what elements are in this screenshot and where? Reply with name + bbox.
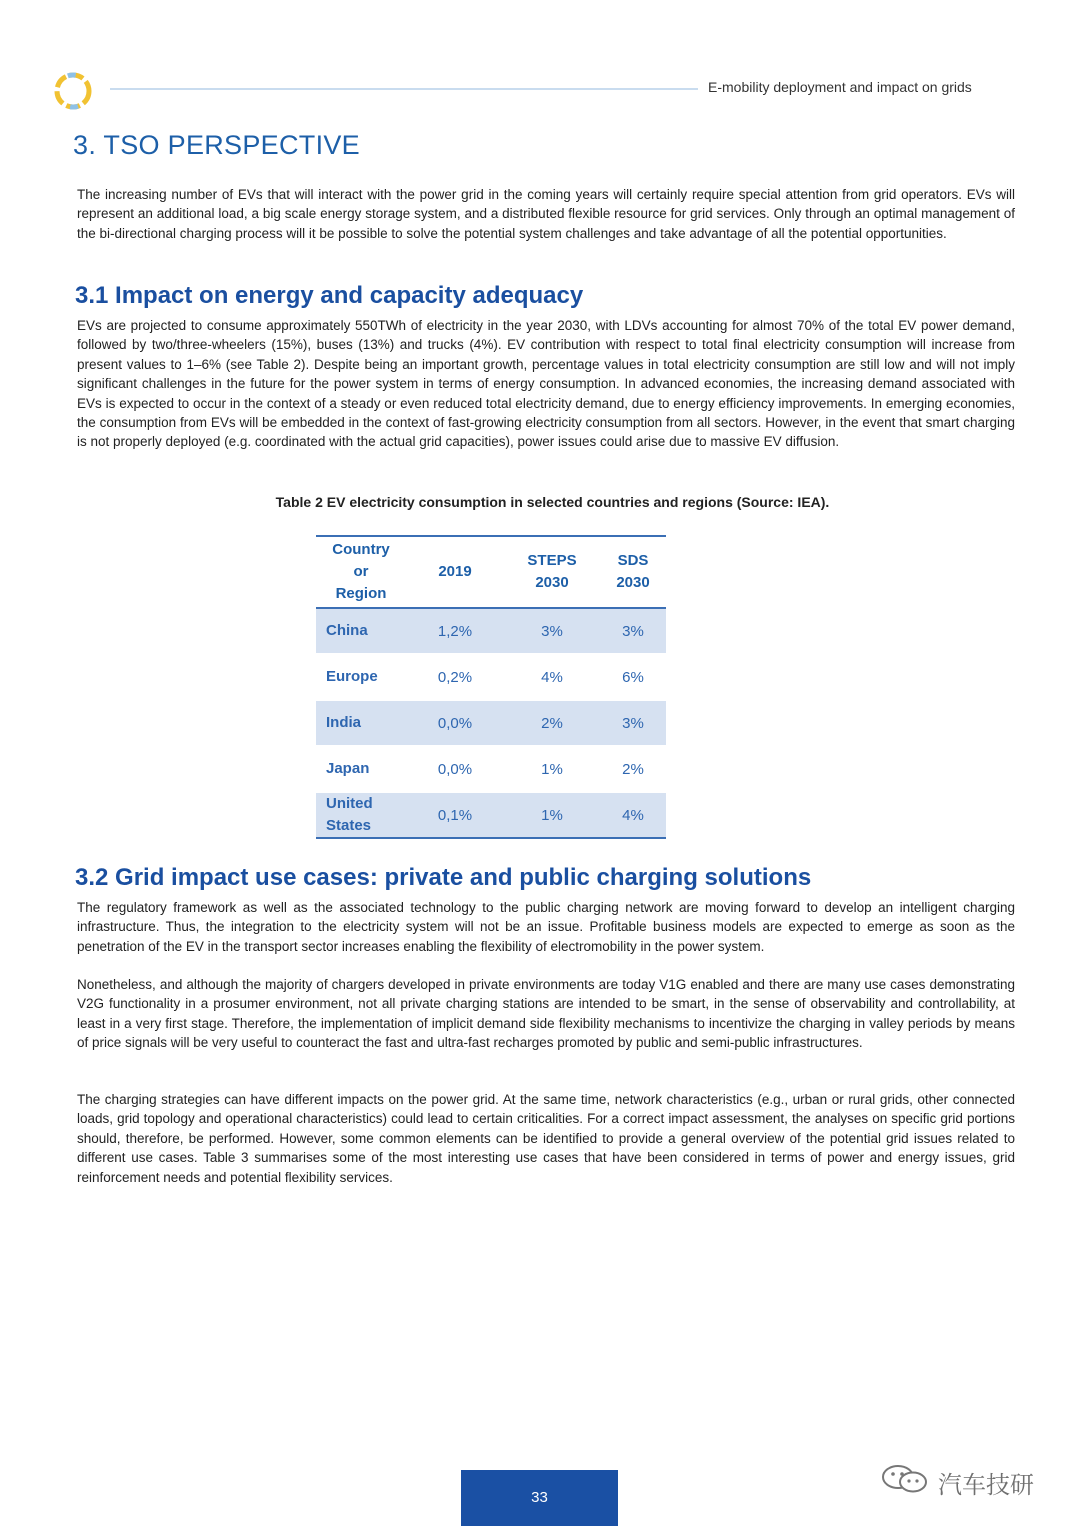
table-row bbox=[316, 700, 666, 746]
value-2019-cell: 0,2% bbox=[406, 654, 504, 700]
page-number: 33 bbox=[531, 1489, 548, 1506]
value-steps-cell: 4% bbox=[504, 654, 600, 700]
country-cell: United States bbox=[316, 792, 406, 838]
value-sds-cell: 4% bbox=[600, 792, 666, 838]
intro-paragraph: The increasing number of EVs that will interact with the power grid in the coming years will certainly require special attention from grid operators. EVs will represent an additional load, a big scale energy storage system, and a distributed flexible resource for grid services. Only through an optimal management of the bi-directional charging process will it be possible to solve the potential system challenges and take advantage of all the potential opportunities. bbox=[77, 187, 1015, 241]
value-2019-cell: 0,0% bbox=[406, 700, 504, 746]
subsection-3-2-title: 3.2 Grid impact use cases: private and public charging solutions bbox=[75, 864, 812, 891]
country-cell: China bbox=[316, 608, 406, 654]
table-caption: Table 2 EV electricity consumption in selected countries and regions (Source: IEA). bbox=[275, 494, 830, 510]
value-sds-cell: 3% bbox=[600, 608, 666, 654]
col-header-2019: 2019 bbox=[438, 563, 472, 580]
table-row bbox=[316, 792, 666, 838]
col-header-country: Country or Region bbox=[332, 541, 390, 602]
value-steps-cell: 1% bbox=[504, 792, 600, 838]
table-row bbox=[316, 608, 666, 654]
subsection-3-1-title: 3.1 Impact on energy and capacity adequacy bbox=[75, 282, 584, 309]
table-header-row bbox=[316, 536, 666, 608]
col-header-sds-2030: SDS 2030 bbox=[616, 552, 650, 591]
page-number-tab bbox=[461, 1470, 618, 1526]
subsection-3-2-paragraph-2: Nonetheless, and although the majority of chargers developed in private environments are today V1G enabled and there are many use cases demonstrating V2G functionality in a prosumer environment, not all private charging stations are intended to be smart, in the sense of observability and controllability, at least in a very first stage. Therefore, the implementation of implicit demand side flexibility mechanisms to incentivize the charging in valley periods by means of price signals will be very useful to counteract the fast and ultra-fast recharges promoted by public and semi-public infrastructures. bbox=[77, 977, 1015, 1051]
subsection-3-2-paragraph-3: The charging strategies can have different impacts on the power grid. At the same time, network characteristics (e.g., urban or rural grids, other connected loads, grid topology and operational characteristics) could lead to certain criticalities. For a correct impact assessment, the analyses on specific grid portions should, therefore, be performed. However, some common elements can be identified to provide a general overview of the potential grid issues related to different use cases. Table 3 summarises some of the most interesting use cases that have been considered in terms of power and energy issues, grid reinforcement needs and potential flexibility services. bbox=[77, 1092, 1015, 1185]
value-sds-cell: 6% bbox=[600, 654, 666, 700]
country-cell: Japan bbox=[316, 746, 406, 792]
value-2019-cell: 0,1% bbox=[406, 792, 504, 838]
value-sds-cell: 3% bbox=[600, 700, 666, 746]
wechat-icon bbox=[880, 1464, 932, 1494]
value-2019-cell: 0,0% bbox=[406, 746, 504, 792]
header-rule bbox=[110, 88, 698, 90]
section-title: 3. TSO PERSPECTIVE bbox=[73, 130, 360, 160]
running-header: E-mobility deployment and impact on grids bbox=[708, 79, 972, 95]
watermark-text: 汽车技研 bbox=[938, 1471, 1034, 1499]
watermark bbox=[880, 1462, 1060, 1498]
eu-logo-icon bbox=[52, 70, 94, 112]
subsection-3-1-body: EVs are projected to consume approximately 550TWh of electricity in the year 2030, with LDVs accounting for almost 70% of the total EV power demand, followed by two/three-wheelers (15%), buses (13%) and trucks (4%). EV contribution with respect to total final electricity consumption will increase from present values to 1–6% (see Table 2). Despite being an important growth, percentage values in total electricity consumption are still low and will not imply significant challenges in the future for the power system in terms of energy consumption. In advanced economies, the increasing demand associated with EVs is expected to occur in the context of a steady or even reduced total electricity demand, due to energy efficiency improvements. In emerging economies, the consumption from EVs will be embedded in the context of fast-growing electricity consumption from all sectors. However, in the event that smart charging is not properly deployed (e.g. coordinated with the actual grid capacities), power issues could arise due to massive EV diffusion. bbox=[77, 318, 1015, 450]
country-cell: Europe bbox=[316, 654, 406, 700]
value-steps-cell: 2% bbox=[504, 700, 600, 746]
value-2019-cell: 1,2% bbox=[406, 608, 504, 654]
table-row bbox=[316, 746, 666, 792]
value-sds-cell: 2% bbox=[600, 746, 666, 792]
table-row bbox=[316, 654, 666, 700]
country-cell: India bbox=[316, 700, 406, 746]
value-steps-cell: 3% bbox=[504, 608, 600, 654]
subsection-3-2-paragraph-1: The regulatory framework as well as the associated technology to the public charging network are moving forward to develop an intelligent charging infrastructure. Thus, the integration to the electricity system will not be an issue. Profitable business models are expected to emerge as soon as the penetration of the EV in the transport sector increases enabling the flexibility of electromobility in the power system. bbox=[77, 900, 1015, 954]
ev-consumption-table bbox=[316, 535, 666, 839]
col-header-steps-2030: STEPS 2030 bbox=[527, 552, 577, 591]
value-steps-cell: 1% bbox=[504, 746, 600, 792]
